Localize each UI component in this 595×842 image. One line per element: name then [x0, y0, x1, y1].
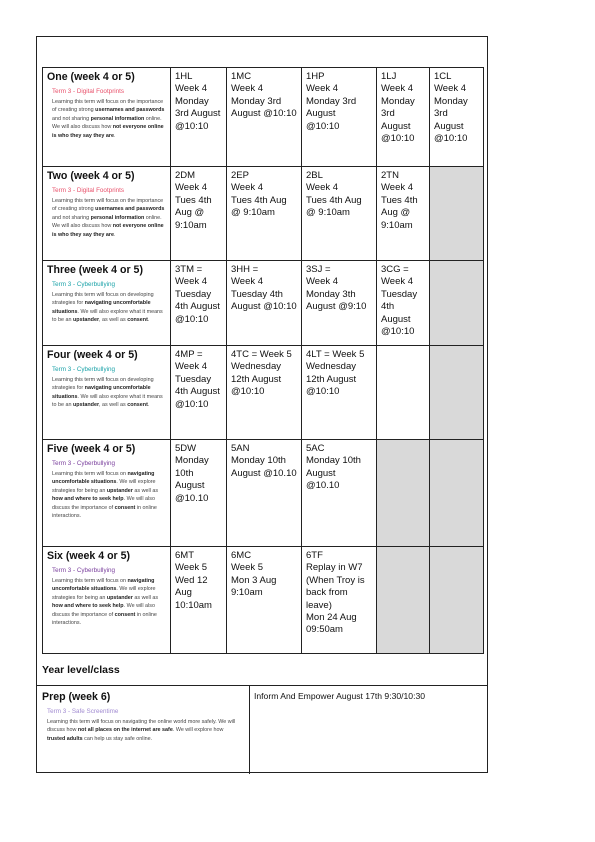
session-line: Week 4	[231, 182, 264, 194]
session-line: 1MC	[231, 71, 252, 82]
year-info-cell	[43, 547, 171, 654]
desc-emphasis: upstander	[106, 594, 133, 601]
desc-emphasis: personal information	[90, 214, 145, 221]
class-session-cell	[302, 261, 377, 346]
session-line: Wednesday	[231, 361, 281, 373]
class-session-cell	[430, 167, 484, 261]
session-line: Monday 10th	[306, 455, 361, 467]
term-description	[47, 98, 166, 140]
session-line: Tuesday	[175, 288, 212, 300]
session-line: 3TM =	[175, 264, 203, 275]
session-line: Wed 12	[175, 574, 208, 586]
class-session-cell	[171, 346, 227, 440]
session-line: 4TC = Week 5	[231, 349, 292, 360]
year-row	[43, 68, 484, 167]
desc-text: . We will explore strategies for being an	[52, 586, 156, 601]
session-line: Wednesday	[306, 361, 356, 373]
desc-emphasis: upstander	[72, 317, 100, 324]
year-title: Six (week 4 or 5)	[47, 550, 131, 562]
session-line: August	[434, 120, 464, 132]
session-line: 4th August	[175, 301, 220, 313]
session-line: 9:10am	[231, 587, 263, 599]
desc-text: Learning this term will focus on the importance of creating strong	[52, 198, 164, 213]
desc-text: . We will also explore what it means to be an	[52, 308, 163, 324]
desc-text: and not sharing	[52, 214, 91, 221]
session-line: 3HH =	[231, 264, 259, 275]
term-description	[47, 470, 166, 520]
session-line: 10th	[175, 467, 194, 479]
session-line: Week 4	[381, 182, 414, 194]
session-line: Aug @	[175, 207, 205, 219]
session-line: 12th August	[231, 373, 282, 385]
session-line: @10:10	[175, 120, 209, 132]
desc-text: Learning this term will focus on navigating the online world more safely. We will discuss how	[47, 719, 236, 734]
prep-description	[42, 718, 243, 743]
year-info-cell	[43, 440, 171, 547]
session-line: Week 5	[231, 562, 264, 574]
session-line: August	[306, 108, 336, 120]
session-line: Mon 24 Aug	[306, 612, 357, 624]
session-line: 6MT	[175, 550, 194, 561]
desc-emphasis: consent	[127, 402, 148, 409]
desc-emphasis: consent	[114, 611, 136, 618]
session-line: Monday	[434, 95, 468, 107]
desc-text: Learning this term will focus on the importance of creating strong	[52, 99, 164, 114]
session-line: August	[175, 480, 205, 492]
session-line: Tues 4th Aug	[306, 194, 362, 206]
desc-text: online. We will also discuss how	[52, 214, 162, 230]
session-line: Monday 3rd	[306, 95, 357, 107]
desc-emphasis: upstander	[106, 487, 133, 494]
class-session-cell	[302, 167, 377, 261]
session-line: Week 4	[381, 276, 414, 288]
session-line: 3rd	[381, 108, 395, 120]
desc-emphasis: not everyone online is who they say they are	[52, 223, 164, 238]
desc-text: .	[114, 231, 116, 238]
prep-info-cell	[36, 686, 250, 774]
year-info-cell	[43, 346, 171, 440]
class-session-cell	[377, 167, 430, 261]
class-session-cell	[430, 547, 484, 654]
session-line: Week 4	[434, 83, 467, 95]
session-line: @10.10	[306, 480, 340, 492]
session-line: August @9:10	[306, 301, 367, 313]
session-line: August @10:10	[231, 108, 297, 120]
desc-emphasis: how and where to seek help	[52, 603, 124, 610]
session-line: 1HP	[306, 71, 325, 82]
desc-text: . We will also discuss the importance of	[52, 603, 155, 618]
class-session-cell	[302, 440, 377, 547]
session-line: 5AC	[306, 443, 325, 454]
desc-text: as well as	[132, 594, 159, 601]
desc-text: .	[147, 317, 150, 324]
class-session-cell	[227, 440, 302, 547]
year-title: Five (week 4 or 5)	[47, 443, 136, 455]
session-line: (When Troy is	[306, 574, 365, 586]
year-row	[43, 261, 484, 346]
session-line: 2BL	[306, 170, 323, 181]
session-line: 1HL	[175, 71, 193, 82]
session-line: 9:10am	[381, 219, 413, 231]
session-line: 2EP	[231, 170, 249, 181]
desc-text: .	[147, 402, 150, 409]
session-line: 9:10am	[175, 219, 207, 231]
session-line: Tuesday	[175, 373, 212, 385]
desc-text: Learning this term will focus on	[52, 471, 128, 477]
class-session-cell	[430, 261, 484, 346]
term-topic: Term 3 - Digital Footprints	[52, 88, 125, 95]
session-line: Tues 4th	[175, 194, 212, 206]
term-topic: Term 3 - Cyberbullying	[52, 460, 115, 467]
session-line: August @10.10	[231, 467, 297, 479]
session-line: @10:10	[231, 386, 265, 398]
session-line: Week 4	[175, 182, 208, 194]
prep-title: Prep (week 6)	[42, 691, 111, 703]
class-session-cell	[171, 68, 227, 167]
desc-text: in online interactions.	[52, 504, 157, 520]
session-line: Week 4	[306, 276, 339, 288]
class-session-cell	[171, 440, 227, 547]
desc-text: in online interactions.	[52, 611, 157, 627]
class-session-cell	[302, 547, 377, 654]
session-line: August	[381, 313, 411, 325]
session-line: 5DW	[175, 443, 197, 454]
session-line: Monday 3th	[306, 288, 356, 300]
desc-text: can help us stay safe online.	[82, 735, 153, 742]
session-line: 10:10am	[175, 599, 212, 611]
term-description	[47, 197, 166, 239]
session-line: Week 4	[231, 276, 264, 288]
class-session-cell	[377, 547, 430, 654]
class-session-cell	[377, 440, 430, 547]
class-session-cell	[227, 261, 302, 346]
session-line: @10:10	[175, 313, 209, 325]
year-title: Three (week 4 or 5)	[47, 264, 143, 276]
prep-section	[36, 685, 488, 774]
session-line: Week 4	[381, 83, 414, 95]
session-line: Monday	[175, 95, 209, 107]
desc-emphasis: navigating uncomfortable situations	[52, 300, 151, 315]
desc-text: . We will also explore what it means to be an	[52, 393, 163, 409]
desc-emphasis: not all places on the internet are safe	[77, 727, 173, 734]
year-row	[43, 440, 484, 547]
desc-emphasis: personal information	[90, 115, 145, 122]
session-line: 3SJ =	[306, 264, 331, 275]
session-line: Week 4	[175, 83, 208, 95]
desc-emphasis: how and where to seek help	[52, 496, 124, 503]
session-line: @10.10	[175, 492, 209, 504]
session-line: @10:10	[434, 133, 468, 145]
session-line: August	[381, 120, 411, 132]
session-line: leave)	[306, 599, 332, 611]
session-line: August @10:10	[231, 301, 297, 313]
class-session-cell	[227, 547, 302, 654]
session-line: Tues 4th Aug	[231, 194, 287, 206]
session-line: 2DM	[175, 170, 196, 181]
session-line: 3CG =	[381, 264, 409, 275]
session-line: 4MP =	[175, 349, 203, 360]
session-line: Week 5	[175, 562, 208, 574]
class-session-cell	[171, 547, 227, 654]
term-topic: Term 3 - Cyberbullying	[52, 281, 115, 288]
session-line: Week 4	[306, 182, 339, 194]
year-info-cell	[43, 68, 171, 167]
schedule-table	[42, 67, 484, 654]
session-line: Tuesday 4th	[231, 288, 283, 300]
session-line: Monday 3rd	[231, 95, 282, 107]
session-line: Week 4	[306, 83, 339, 95]
session-line: Replay in W7	[306, 562, 363, 574]
class-session-cell	[227, 68, 302, 167]
desc-text: Learning this term will focus on	[52, 578, 128, 584]
year-row	[43, 167, 484, 261]
session-line: 3rd August	[175, 108, 221, 120]
desc-text: . We will also discuss the importance of	[52, 496, 155, 511]
desc-text: . We will explore strategies for being an	[52, 479, 156, 494]
term-topic: Term 3 - Cyberbullying	[52, 567, 115, 574]
desc-text: Learning this term will focus on developing strategies for	[52, 292, 154, 307]
class-session-cell	[430, 68, 484, 167]
session-line: 6TF	[306, 550, 323, 561]
desc-text: , as well as	[99, 402, 128, 409]
year-title: One (week 4 or 5)	[47, 71, 135, 83]
class-session-cell	[377, 261, 430, 346]
session-line: @10:10	[175, 398, 209, 410]
year-title: Two (week 4 or 5)	[47, 170, 135, 182]
session-line: Week 4	[175, 276, 208, 288]
session-line: 2TN	[381, 170, 399, 181]
session-line: 12th August	[306, 373, 357, 385]
class-session-cell	[171, 261, 227, 346]
year-row	[43, 346, 484, 440]
desc-emphasis: consent	[114, 504, 136, 511]
session-line: back from	[306, 587, 348, 599]
desc-text: .	[114, 132, 116, 139]
session-line: 4th August	[175, 386, 220, 398]
session-line: 5AN	[231, 443, 250, 454]
class-session-cell	[377, 346, 430, 440]
desc-emphasis: navigating uncomfortable situations	[52, 385, 151, 400]
class-session-cell	[227, 346, 302, 440]
term-topic: Term 3 - Digital Footprints	[52, 187, 125, 194]
session-line: Week 4	[175, 361, 208, 373]
desc-text: and not sharing	[52, 115, 91, 122]
desc-emphasis: usernames and passwords	[95, 206, 165, 213]
class-session-cell	[430, 440, 484, 547]
session-line: Aug @	[381, 207, 411, 219]
desc-text: . We will explore how	[172, 727, 224, 734]
class-session-cell	[377, 68, 430, 167]
desc-emphasis: navigating uncomfortable situations	[52, 471, 155, 486]
desc-text: , as well as	[99, 317, 128, 324]
term-description	[47, 376, 166, 410]
desc-emphasis: upstander	[72, 402, 100, 409]
session-line: @10:10	[306, 120, 340, 132]
desc-emphasis: consent	[127, 317, 148, 324]
session-line: 4LT = Week 5	[306, 349, 365, 360]
session-line: @ 9:10am	[306, 207, 350, 219]
session-line: Monday	[381, 95, 415, 107]
session-line: 1LJ	[381, 71, 397, 82]
session-line: @10:10	[381, 326, 415, 338]
year-info-cell	[43, 261, 171, 346]
year-title: Four (week 4 or 5)	[47, 349, 138, 361]
session-line: @10:10	[306, 386, 340, 398]
session-line: Tues 4th	[381, 194, 418, 206]
session-line: 4th	[381, 301, 395, 313]
prep-session-slot: Inform And Empower August 17th 9:30/10:30	[254, 691, 426, 701]
desc-emphasis: navigating uncomfortable situations	[52, 578, 155, 593]
class-session-cell	[302, 68, 377, 167]
session-line: 3rd	[434, 108, 448, 120]
session-line: Aug	[175, 587, 192, 599]
desc-text: as well as	[132, 487, 159, 494]
desc-emphasis: not everyone online is who they say they are	[52, 124, 164, 139]
session-line: August	[306, 467, 336, 479]
desc-text: online. We will also discuss how	[52, 115, 162, 131]
session-line: Monday	[175, 455, 209, 467]
session-line: @10:10	[381, 133, 415, 145]
session-line: 6MC	[231, 550, 252, 561]
session-line: Tuesday	[381, 288, 418, 300]
class-session-cell	[430, 346, 484, 440]
prep-term: Term 3 - Safe Screentime	[47, 708, 119, 715]
class-session-cell	[227, 167, 302, 261]
term-topic: Term 3 - Cyberbullying	[52, 366, 115, 373]
desc-emphasis: trusted adults	[47, 735, 83, 742]
year-row	[43, 547, 484, 654]
term-description	[47, 577, 166, 627]
year-level-label: Year level/class	[42, 664, 120, 676]
desc-emphasis: usernames and passwords	[95, 107, 165, 114]
class-session-cell	[171, 167, 227, 261]
session-line: 09:50am	[306, 624, 343, 636]
year-info-cell	[43, 167, 171, 261]
class-session-cell	[302, 346, 377, 440]
session-line: 1CL	[434, 71, 452, 82]
term-description	[47, 291, 166, 325]
session-line: Week 4	[231, 83, 264, 95]
desc-text: Learning this term will focus on developing strategies for	[52, 377, 154, 392]
session-line: Monday 10th	[231, 455, 286, 467]
session-line: @ 9:10am	[231, 207, 275, 219]
session-line: Mon 3 Aug	[231, 574, 277, 586]
